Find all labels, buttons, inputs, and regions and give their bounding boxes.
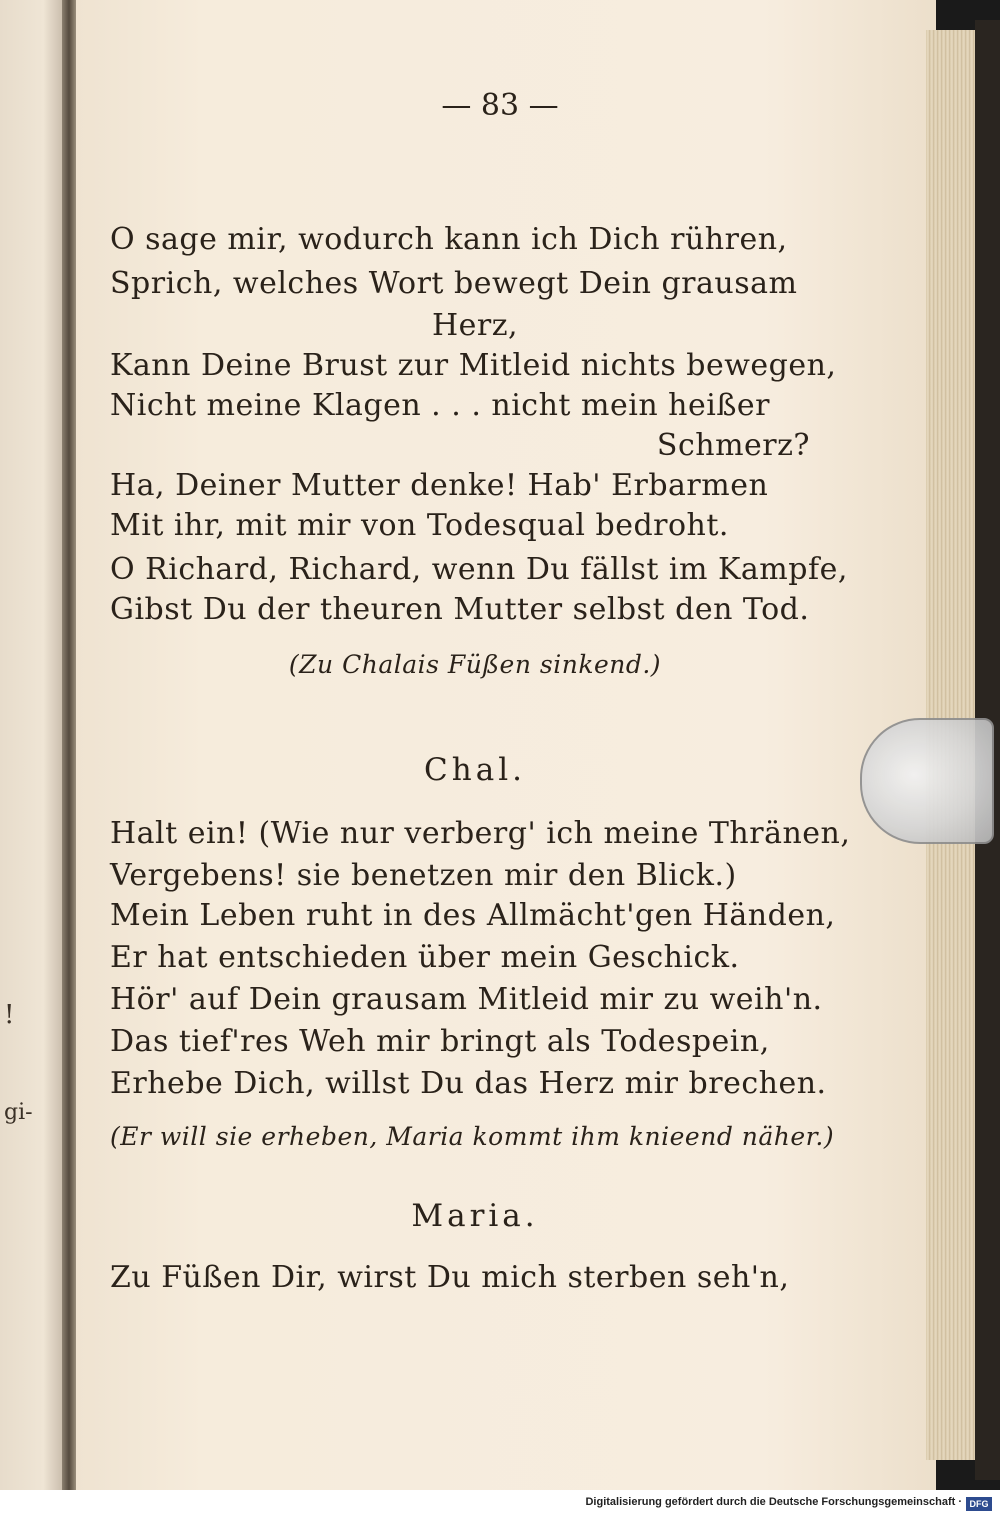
verse-line: Gibst Du der theuren Mutter selbst den Tod. — [110, 592, 810, 627]
verse-line: Nicht meine Klagen . . . nicht mein heißer — [110, 388, 770, 423]
verse-line: O sage mir, wodurch kann ich Dich rühren, — [110, 222, 788, 257]
verse-line: Vergebens! sie benetzen mir den Blick.) — [110, 858, 737, 893]
digitization-credit: Digitalisierung gefördert durch die Deutsche Forschungsgemeinschaft · — [585, 1496, 962, 1508]
bookmark-tab — [860, 718, 994, 844]
speaker-name: Maria. — [411, 1198, 539, 1234]
stage-direction: (Zu Chalais Füßen sinkend.) — [288, 650, 662, 679]
verse-line: Erhebe Dich, willst Du das Herz mir brechen. — [110, 1066, 827, 1101]
dfg-logo: DFG — [966, 1497, 992, 1511]
verse-line: Sprich, welches Wort bewegt Dein grausam — [110, 266, 798, 301]
verse-line: Das tief'res Weh mir bringt als Todespein, — [110, 1024, 770, 1059]
book-gutter — [62, 0, 76, 1490]
verse-line-continuation: Herz, — [431, 308, 519, 343]
verse-line: Hör' auf Dein grausam Mitleid mir zu weih'n. — [110, 982, 823, 1017]
verse-line-continuation: Schmerz? — [656, 428, 810, 463]
speaker-name: Chal. — [424, 752, 526, 788]
stage-direction: (Er will sie erheben, Maria kommt ihm knieend näher.) — [110, 1122, 835, 1151]
verse-line: Zu Füßen Dir, wirst Du mich sterben seh'n, — [110, 1260, 790, 1295]
verse-line: O Richard, Richard, wenn Du fällst im Kampfe, — [110, 552, 848, 587]
left-page — [0, 0, 62, 1490]
left-page-fragment: gi- — [4, 1100, 33, 1125]
verse-line: Halt ein! (Wie nur verberg' ich meine Thränen, — [110, 816, 851, 851]
page-number: — 83 — — [441, 88, 559, 123]
verse-line: Mein Leben ruht in des Allmächt'gen Händen, — [110, 898, 836, 933]
verse-line: Mit ihr, mit mir von Todesqual bedroht. — [110, 508, 729, 543]
verse-line: Er hat entschieden über mein Geschick. — [110, 940, 740, 975]
page-text — [110, 0, 851, 1490]
verse-line: Ha, Deiner Mutter denke! Hab' Erbarmen — [110, 468, 769, 503]
verse-line: Kann Deine Brust zur Mitleid nichts bewegen, — [110, 348, 837, 383]
left-page-fragment: ! — [4, 1000, 15, 1030]
